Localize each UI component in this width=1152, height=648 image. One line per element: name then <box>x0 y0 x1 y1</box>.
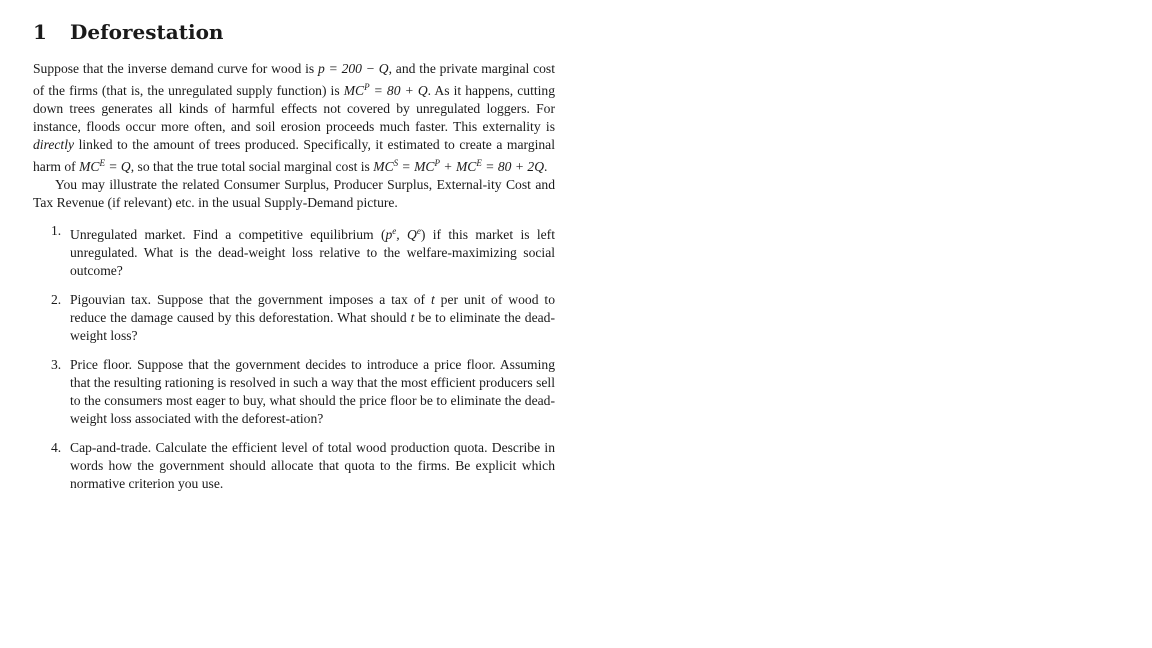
intro-text: Suppose that the inverse demand curve for wood is <box>33 61 318 76</box>
intro-paragraph <box>33 60 555 176</box>
intro-text: . As it happens, cutting down trees generates all kinds of harmful effects not covered by unregulated loggers. For instance, floods occur more often, and soil erosion proceeds much faster. This externality is <box>33 83 555 134</box>
question-text: Price floor. Suppose that the government decides to introduce a price floor. Assuming that the resulting rationing is resolved in such a way that the most efficient producers sell to the consumers most eager to buy, what should the price floor be to eliminate the dead-weight loss associated with the deforest-ation? <box>70 357 555 426</box>
private-cost-symbol: MC <box>343 83 365 98</box>
private-cost-equation: = 80 + Q <box>369 83 428 98</box>
social-cost-superscript: S <box>393 158 399 168</box>
section-heading <box>33 18 555 46</box>
question-item <box>33 439 555 493</box>
section-title: Deforestation <box>70 20 224 44</box>
social-cost-equation: = 80 + 2Q <box>481 159 545 174</box>
question-number: 3. <box>51 357 62 372</box>
question-item <box>33 356 555 428</box>
social-cost-superscript: E <box>476 158 482 168</box>
question-number: 4. <box>51 440 62 455</box>
intro-text: linked to the amount of trees produced. Specifically, it estimated to create a marginal harm of <box>33 137 555 174</box>
question-text: per unit of wood to reduce the damage caused by this deforestation. What should <box>70 292 555 325</box>
illustration-paragraph: You may illustrate the related Consumer Surplus, Producer Surplus, External-ity Cost and Tax Revenue (if relevant) etc. in the usual Supply-Demand picture. <box>33 177 555 210</box>
external-cost-symbol: MC <box>79 159 100 174</box>
question-text: Cap-and-trade. Calculate the efficient level of total wood production quota. Describe in words how the government should allocate that quota to the firms. Be explicit which normative criterion you use. <box>70 440 555 491</box>
tax-variable: t <box>410 310 415 325</box>
emphasis-text: directly <box>33 137 75 152</box>
equilibrium-price-symbol: p <box>385 227 393 242</box>
private-cost-superscript: P <box>364 82 370 92</box>
tax-variable: t <box>430 292 435 307</box>
question-text: ) if this market is left unregulated. What is the dead-weight loss relative to the welfare-maximizing social outcome? <box>70 227 555 278</box>
social-cost-equation: + MC <box>440 159 477 174</box>
question-number: 1. <box>51 223 62 238</box>
social-cost-equation: = MC <box>398 159 435 174</box>
question-text: Unregulated market. Find a competitive equilibrium ( <box>70 227 386 242</box>
question-number: 2. <box>51 292 62 307</box>
question-text: Pigouvian tax. Suppose that the government imposes a tax of <box>70 292 431 307</box>
question-item <box>33 222 555 280</box>
section-number: 1 <box>33 20 47 44</box>
question-list <box>33 222 555 493</box>
document-page <box>33 18 555 504</box>
social-cost-superscript: P <box>434 158 441 168</box>
intro-text: , so that the true total social marginal cost is <box>130 159 374 174</box>
external-cost-superscript: E <box>99 158 105 168</box>
intro-text: . <box>544 159 548 174</box>
equilibrium-superscript: e <box>416 226 421 236</box>
demand-equation: p = 200 − Q <box>317 61 389 76</box>
equilibrium-quantity-symbol: , Q <box>396 227 417 242</box>
equilibrium-superscript: e <box>392 226 397 236</box>
question-item <box>33 291 555 345</box>
social-cost-symbol: MC <box>373 159 394 174</box>
question-text: be to eliminate the dead-weight loss? <box>70 310 555 343</box>
external-cost-equation: = Q <box>104 159 131 174</box>
intro-text: , and the private marginal cost of the firms (that is, the unregulated supply function) is <box>33 61 555 98</box>
